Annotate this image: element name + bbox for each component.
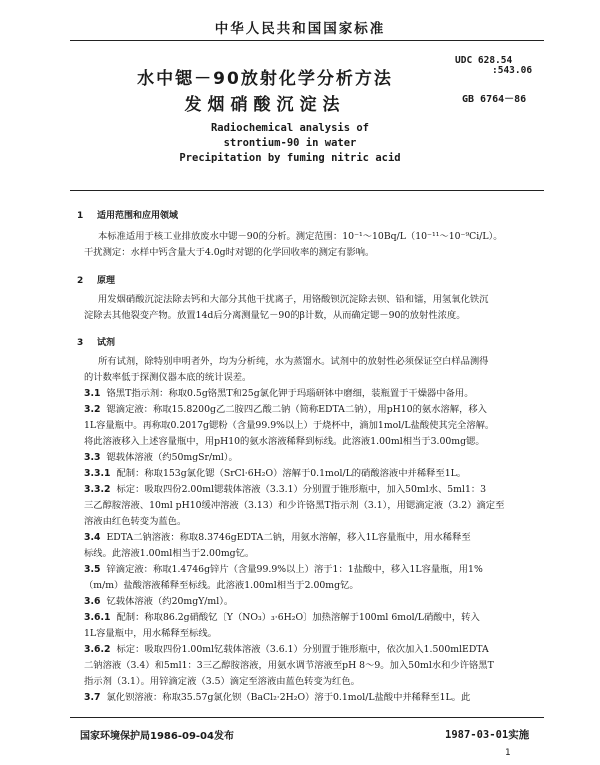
section-heading-2 [77, 273, 115, 286]
item-3-3-2-line: 溶液由红色转变为蓝色。 [84, 516, 187, 527]
item-3-3-2-line: 三乙醇胺溶液、10ml pH10缓冲溶液（3.13）和少许铬黑T指示剂（3.1），用锶滴定液（3.2）滴定至 [84, 500, 505, 511]
item-3-6-2-line: 指示剂（3.1）。用锌滴定液（3.5）滴定至溶液由蓝色转变为红色。 [84, 676, 360, 687]
section-1-line: 干扰测定：水样中钙含量大于4.0g时对锶的化学回收率的测定有影响。 [84, 247, 375, 258]
item-3-5: 3.5 锌滴定液：称取1.4746g锌片（含量99.9%以上）溶于1：1盐酸中，移入1L容量瓶，用1% [84, 564, 483, 575]
item-3-4-line: 标线。此溶液1.00ml相当于2.00mg钇。 [84, 548, 255, 559]
title-rule [70, 190, 544, 191]
section-title: 试剂 [97, 338, 116, 348]
item-3-6-1: 3.6.1 配制：称取86.2g硝酸钇〔Y（NO₃）₃·6H₂O〕加热溶解于100ml 6mol/L硝酸中，转入 [84, 612, 480, 623]
item-3-6: 3.6 钇载体溶液（约20mgY/ml）。 [84, 596, 234, 607]
udc-code [455, 56, 565, 76]
section-2-line: 淀除去其他裂变产物。放置14d后分离测量钇－90的β计数，从而确定锶－90的放射性浓度。 [84, 310, 466, 321]
item-3-1: 3.1 铬黑T指示剂：称取0.5g铬黑T和25g氯化钾于玛瑙研钵中磨细，装瓶置于干燥器中备用。 [84, 388, 474, 399]
section-number: 3 [77, 338, 84, 348]
item-3-6-1-line: 1L容量瓶中，用水稀释至标线。 [84, 628, 217, 639]
item-3-5-line: （m/m）盐酸溶液稀释至标线。此溶液1.00ml相当于2.00mg钇。 [84, 580, 359, 591]
item-3-7: 3.7 氯化钡溶液：称取35.57g氯化钡（BaCl₂·2H₂O）溶于0.1mol/L盐酸中并稀释至1L。此 [84, 692, 471, 703]
page-number: 1 [505, 748, 511, 758]
section-3-line: 的计数率低于探测仪器本底的统计误差。 [84, 372, 252, 383]
section-heading-1 [77, 208, 178, 221]
item-3-2-line: 将此溶液移入上述容量瓶中，用pH10的氨水溶液稀释到标线。此溶液1.00ml相当于3.00mg锶。 [84, 436, 485, 447]
section-1-line: 本标准适用于核工业排放废水中锶－90的分析。测定范围：10⁻¹～10Bq/L（10⁻¹¹～10⁻⁹Ci/L）。 [98, 231, 503, 242]
title-zh-line2: 发烟硝酸沉淀法 [184, 95, 346, 115]
standard-header: 中华人民共和国国家标准 [214, 21, 386, 37]
section-2-line: 用发烟硝酸沉淀法除去钙和大部分其他干扰离子，用铬酸钡沉淀除去钡、铅和镭，用氢氧化铁沉 [98, 294, 489, 305]
item-3-6-2: 3.6.2 标定：吸取四份1.00ml钇载体溶液（3.6.1）分别置于锥形瓶中，依次加入1.500mlEDTA [84, 644, 489, 655]
section-title: 适用范围和应用领域 [97, 211, 179, 221]
item-3-6-2-line: 二钠溶液（3.4）和5ml1：3三乙醇胺溶液，用氨水调节溶液至pH 8～9。加入50ml水和少许铬黑T [84, 660, 494, 671]
item-3-3-2: 3.3.2 标定：吸取四份2.00ml锶载体溶液（3.3.1）分别置于锥形瓶中，加入50ml水、5ml1：3 [84, 484, 487, 495]
section-3-line: 所有试剂，除特别申明者外，均为分析纯，水为蒸馏水。试剂中的放射性必须保证空白样品测得 [98, 356, 489, 367]
issue-date: 国家环境保护局1986-09-04发布 [80, 731, 234, 742]
title-en-line1: Radiochemical analysis of [210, 122, 370, 134]
section-heading-3 [77, 335, 115, 348]
footer-rule [70, 717, 544, 718]
udc-line1: UDC 628.54 [455, 55, 513, 66]
section-title: 原理 [97, 276, 116, 286]
title-en-line3: Precipitation by fuming nitric acid [179, 152, 401, 164]
item-3-2-line: 1L容量瓶中。再称取0.2017g锶粉（含量99.9%以上）于烧杯中，滴加1mol/L盐酸使其完全溶解。 [84, 420, 495, 431]
item-3-3-1: 3.3.1 配制：称取153g氯化锶（SrCl·6H₂O）溶解于0.1mol/L的硝酸溶液中并稀释至1L。 [84, 468, 467, 479]
udc-line2: :543.06 [492, 65, 533, 76]
title-en-line2: strontium-90 in water [223, 137, 357, 149]
title-zh-line1: 水中锶－90放射化学分析方法 [137, 69, 393, 89]
item-3-2: 3.2 锶滴定液：称取15.8200g乙二胺四乙酸二钠（简称EDTA二钠），用pH10的氨水溶解，移入 [84, 404, 487, 415]
section-number: 1 [77, 211, 84, 221]
item-3-3: 3.3 锶载体溶液（约50mgSr/ml）。 [84, 452, 238, 463]
gb-number: GB 6764－86 [462, 94, 527, 105]
effective-date: 1987-03-01实施 [445, 729, 530, 741]
header-rule [70, 40, 544, 41]
section-number: 2 [77, 276, 84, 286]
item-3-4: 3.4 EDTA二钠溶液：称取8.3746gEDTA二钠，用氨水溶解，移入1L容量瓶中，用水稀释至 [84, 532, 471, 543]
